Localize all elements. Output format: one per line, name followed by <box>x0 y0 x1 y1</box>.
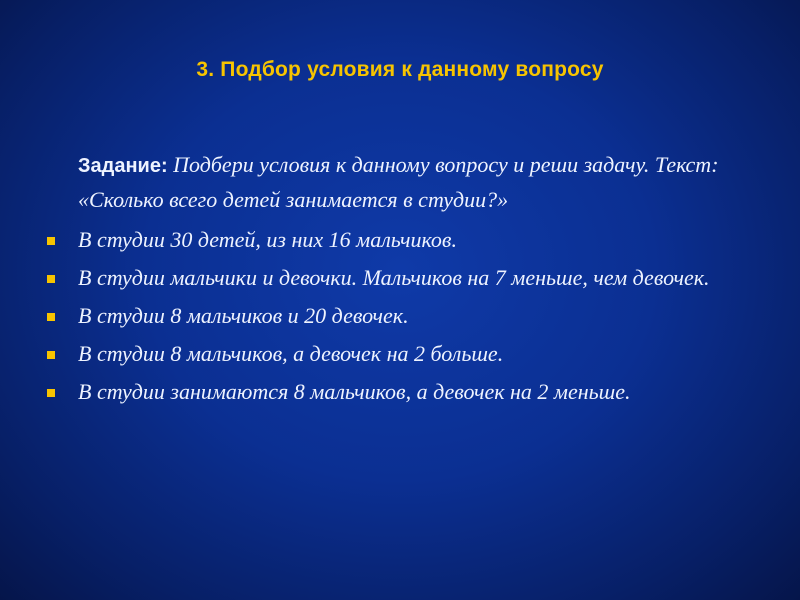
bullet-icon <box>47 237 55 245</box>
bullet-icon <box>47 351 55 359</box>
list-item <box>44 223 764 257</box>
task-label: Задание: <box>78 155 168 177</box>
slide-body <box>44 148 764 413</box>
task-paragraph <box>78 148 764 217</box>
list-item <box>44 337 764 371</box>
list-item <box>44 261 764 295</box>
bullet-icon <box>47 389 55 397</box>
bullet-icon <box>47 313 55 321</box>
list-item-text: В студии 8 мальчиков и 20 девочек. <box>78 303 409 328</box>
list-item-text: В студии мальчики и девочки. Мальчиков на 7 меньше, чем девочек. <box>78 265 710 290</box>
list-item-text: В студии 30 детей, из них 16 мальчиков. <box>78 227 457 252</box>
list-item-text: В студии занимаются 8 мальчиков, а девочек на 2 меньше. <box>78 379 631 404</box>
list-item-text: В студии 8 мальчиков, а девочек на 2 больше. <box>78 341 504 366</box>
task-text: Подбери условия к данному вопросу и реши задачу. Текст: «Сколько всего детей занимается в студии?» <box>78 152 719 212</box>
list-item <box>44 375 764 409</box>
list-item <box>44 299 764 333</box>
slide-title: 3. Подбор условия к данному вопросу <box>196 58 604 81</box>
bullet-icon <box>47 275 55 283</box>
